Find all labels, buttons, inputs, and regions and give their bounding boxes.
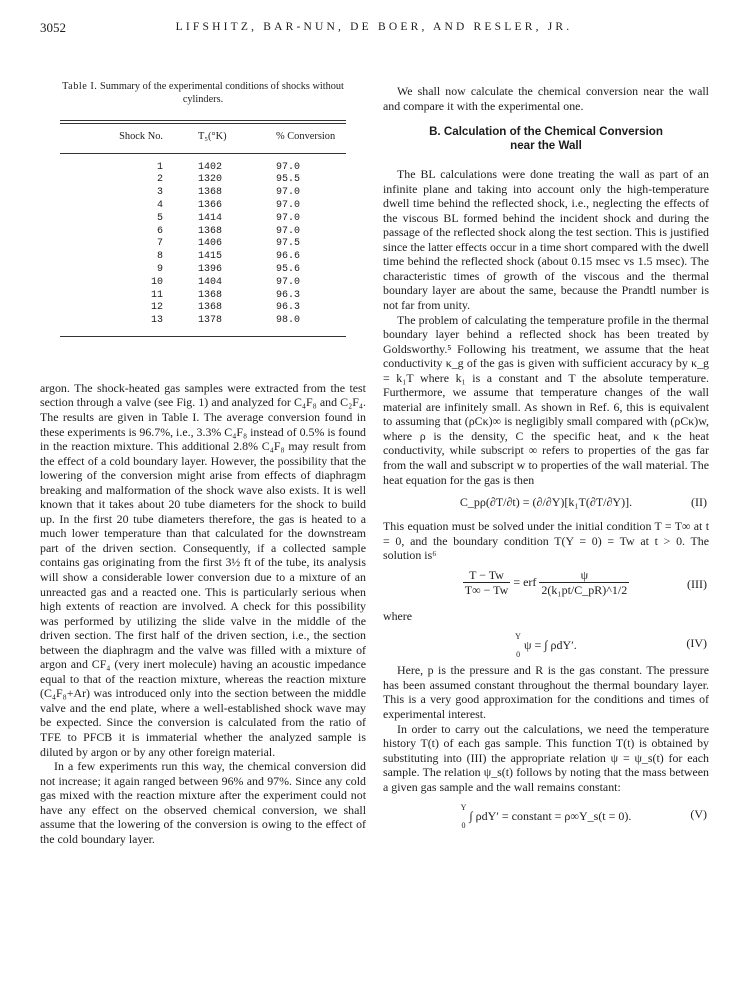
cell-shock-no: 5	[156, 212, 163, 224]
right-paragraph-5: In order to carry out the calculations, we need the temperature history T(t) of each gas sample. This function T(t) is obtained by substituting into (III) the appropriate relation ψ = ψ_s(t) for each sample. The relation ψ_s(t) follows by noting that the mass between a given gas sample and the wall remains constant:	[383, 721, 709, 794]
equation-v-body: ∫ ρdY′ = constant = ρ∞Y_s(t = 0).	[469, 808, 632, 823]
right-column	[383, 84, 709, 834]
eq5-upper-limit: Y	[460, 803, 467, 813]
cell-temperature: 1415	[198, 251, 223, 263]
table-caption	[53, 80, 353, 106]
table-caption-label: Table I.	[62, 81, 98, 92]
cell-shock-no: 11	[150, 289, 163, 301]
cell-temperature: 1320	[198, 174, 223, 186]
cell-conversion: 97.5	[276, 238, 301, 250]
table-row	[60, 277, 346, 290]
right-paragraph-3: This equation must be solved under the initial condition T = T∞ at t = 0, and the boundary condition T(Y = 0) = Tw at t > 0. The solution is⁶	[383, 519, 709, 563]
table-row	[60, 315, 346, 336]
cell-shock-no: 8	[156, 251, 163, 263]
left-paragraph-1: argon. The shock-heated gas samples were extracted from the test section through a valve (see Fig. 1) and analyzed for C₄F₈ and C₂F₄. The results are given in Table I. The average conversion found in these experiments is 96.7%, i.e., 3.3% C₄F₈ instead of 0.5% is found in the reaction mixture. This additional 2.8% C₄F₈ may result from the effect of a cold boundary layer. However, the possibility that the lowering of the conversion might arise from effects of diaphragm breaking and malformation of the shock wave also exists. It is well known that it takes about 20 tube diameters for the shock to build up. In the first 20 tube diameters therefore, the gas is heated to a much lower temperature than that calculated for the downstream part of the driven section. Consequently, if a collected sample contains gas originating from the first 3½ ft of the tube, its analysis will show a considerable lower conversion due to a mixture of an unreacted gas and a reacted one. This is particularly serious when high extents of reaction are involved. A check for this possibility was performed by utilizing the slide valve in the middle of the driven section. The first half of the driven section, i.e., the section between the diaphragm and the valve was filled with a mixture of argon and CF₄ (very inert molecule) having an acoustic impedance equal to that of the reaction mixture, whereas the reaction mixture (C₄F₈+Ar) was introduced only into the section between the middle valve and the end plate, where a well-established shock wave may be expected. Since the conversion is calculated from the ratio of TFE to PFCB it is immaterial whether the analyzed sample is diluted by argon or by any other foreign material.	[40, 380, 366, 759]
page-header	[40, 20, 708, 40]
cell-temperature: 1368	[198, 289, 223, 301]
eq3-left-denominator: T∞ − Tw	[464, 583, 509, 598]
table-header-row	[60, 124, 346, 153]
eq3-right-denominator: 2(k₁pt/C_pR)^1/2	[541, 583, 628, 598]
section-title-line-1: B. Calculation of the Chemical Conversion	[429, 125, 663, 139]
eq5-integral-limits	[461, 799, 467, 835]
equation-iii-right-fraction	[539, 568, 629, 598]
running-head: LIFSHITZ, BAR-NUN, DE BOER, AND RESLER, JR.	[175, 21, 573, 33]
table-row	[60, 251, 346, 264]
table-row	[60, 200, 346, 213]
table-row	[60, 238, 346, 251]
right-paragraph-4: Here, p is the pressure and R is the gas constant. The pressure has been assumed constant throughout the thermal boundary layer. This is a very good approximation for the conditions and times of experimental interest.	[383, 663, 709, 721]
right-paragraph-1: The BL calculations were done treating the wall as part of an infinite plane and taking into account only the high-temperature dwell time behind the reflected shock, i.e., neglecting the effects of the viscous BL formed behind the incident shock and during the passage of the reflected shock along the test section. This is justified since the latter effects occur in a time short compared with the dwell time behind the reflected shock (about 0.15 msec vs 1.5 msec). The characteristic times of growth of the viscous and the thermal boundary layer are about the same, because the Prandtl number is not far from unity.	[383, 167, 709, 313]
cell-shock-no: 13	[150, 315, 163, 327]
cell-temperature: 1406	[198, 238, 223, 250]
table-body	[60, 153, 346, 336]
eq5-lower-limit: 0	[461, 821, 466, 831]
cell-conversion: 95.6	[276, 263, 301, 275]
equation-ii-number: (II)	[691, 495, 707, 510]
col-header-shock-no: Shock No.	[119, 131, 163, 142]
cell-temperature: 1368	[198, 187, 223, 199]
eq4-lower-limit: 0	[516, 650, 521, 660]
cell-conversion: 97.0	[276, 276, 301, 288]
eq3-erf: = erf	[513, 574, 537, 589]
left-paragraph-2: In a few experiments run this way, the chemical conversion did not increase; it again ranged between 96% and 97%. Since any cold gas mixed with the reaction mixture after the experiment could not have any effect on the observed chemical conversion, we shall assume that the lowering of the conversion is owing to the effect of the cold boundary layer.	[40, 759, 366, 846]
table-row	[60, 213, 346, 226]
cell-shock-no: 2	[156, 174, 163, 186]
right-paragraph-2: The problem of calculating the temperature profile in the thermal boundary layer behind a reflected shock has been treated by Goldsworthy.⁵ Following his treatment, we assume that the heat conductivity κ_g of the gas is given with sufficient accuracy by κ_g = k₁T where k₁ is a constant and T the absolute temperature. Furthermore, we assume that temperature changes of the wall material are infinitely small. As shown in Ref. 6, this is equivalent to assuming that (ρCκ)∞ is negligibly small compared with (ρCκ)w, where ρ is the density, C the specific heat, and κ the heat conductivity, while subscript ∞ refers to properties of the gas far from the wall and subscript w to properties of the wall material. The heat equation for the gas is then	[383, 312, 709, 487]
table-caption-text: Summary of the experimental conditions of shocks without cylinders.	[99, 81, 344, 105]
equation-iii-left-fraction	[463, 568, 511, 598]
cell-temperature: 1368	[198, 225, 223, 237]
cell-temperature: 1378	[198, 315, 223, 327]
cell-shock-no: 4	[156, 199, 163, 211]
equation-ii-body: C_pρ(∂T/∂t) = (∂/∂Y)[k₁T(∂T/∂Y)].	[459, 495, 633, 510]
cell-conversion: 98.0	[276, 315, 301, 327]
cell-temperature: 1404	[198, 276, 223, 288]
cell-shock-no: 6	[156, 225, 163, 237]
equation-iii-number: (III)	[687, 576, 707, 591]
cell-conversion: 97.0	[276, 212, 301, 224]
eq4-upper-limit: Y	[515, 632, 521, 642]
cell-conversion: 96.3	[276, 289, 301, 301]
cell-temperature: 1414	[198, 212, 223, 224]
col-header-conversion: % Conversion	[276, 131, 336, 142]
cell-temperature: 1402	[198, 161, 223, 173]
eq3-right-numerator: ψ	[580, 567, 589, 582]
cell-conversion: 97.0	[276, 199, 301, 211]
table-row	[60, 264, 346, 277]
cell-temperature: 1366	[198, 199, 223, 211]
section-title-line-2: near the Wall	[510, 139, 582, 153]
cell-shock-no: 12	[150, 302, 163, 314]
cell-shock-no: 10	[150, 276, 163, 288]
equation-v-number: (V)	[690, 807, 707, 822]
eq3-left-numerator: T − Tw	[469, 567, 504, 582]
equation-iii	[383, 568, 709, 604]
table-row	[60, 302, 346, 315]
cell-conversion: 97.0	[276, 225, 301, 237]
cell-conversion: 96.3	[276, 302, 301, 314]
left-column	[40, 78, 366, 846]
cell-temperature: 1368	[198, 302, 223, 314]
cell-conversion: 96.6	[276, 251, 301, 263]
eq4-integral-limits	[515, 628, 521, 664]
table-row	[60, 153, 346, 174]
conditions-table	[60, 124, 346, 337]
equation-iv	[383, 628, 709, 658]
table-row	[60, 290, 346, 303]
table-row	[60, 187, 346, 200]
cell-conversion: 97.0	[276, 187, 301, 199]
equation-iv-number: (IV)	[686, 636, 707, 651]
equation-ii	[383, 492, 709, 514]
cell-shock-no: 9	[156, 263, 163, 275]
section-title	[383, 125, 709, 153]
table-row	[60, 174, 346, 187]
right-intro: We shall now calculate the chemical conversion near the wall and compare it with the experimental one.	[383, 84, 709, 113]
cell-conversion: 95.5	[276, 174, 301, 186]
col-header-temperature: T₅(°K)	[198, 131, 227, 142]
page-number: 3052	[40, 20, 66, 35]
cell-temperature: 1396	[198, 263, 223, 275]
table-row	[60, 226, 346, 239]
cell-shock-no: 7	[156, 238, 163, 250]
equation-iv-body: ψ = ∫ ρdY′.	[523, 638, 577, 653]
cell-conversion: 97.0	[276, 161, 301, 173]
cell-shock-no: 3	[156, 187, 163, 199]
cell-shock-no: 1	[156, 161, 163, 173]
where-label: where	[383, 608, 413, 623]
equation-v	[383, 799, 709, 829]
